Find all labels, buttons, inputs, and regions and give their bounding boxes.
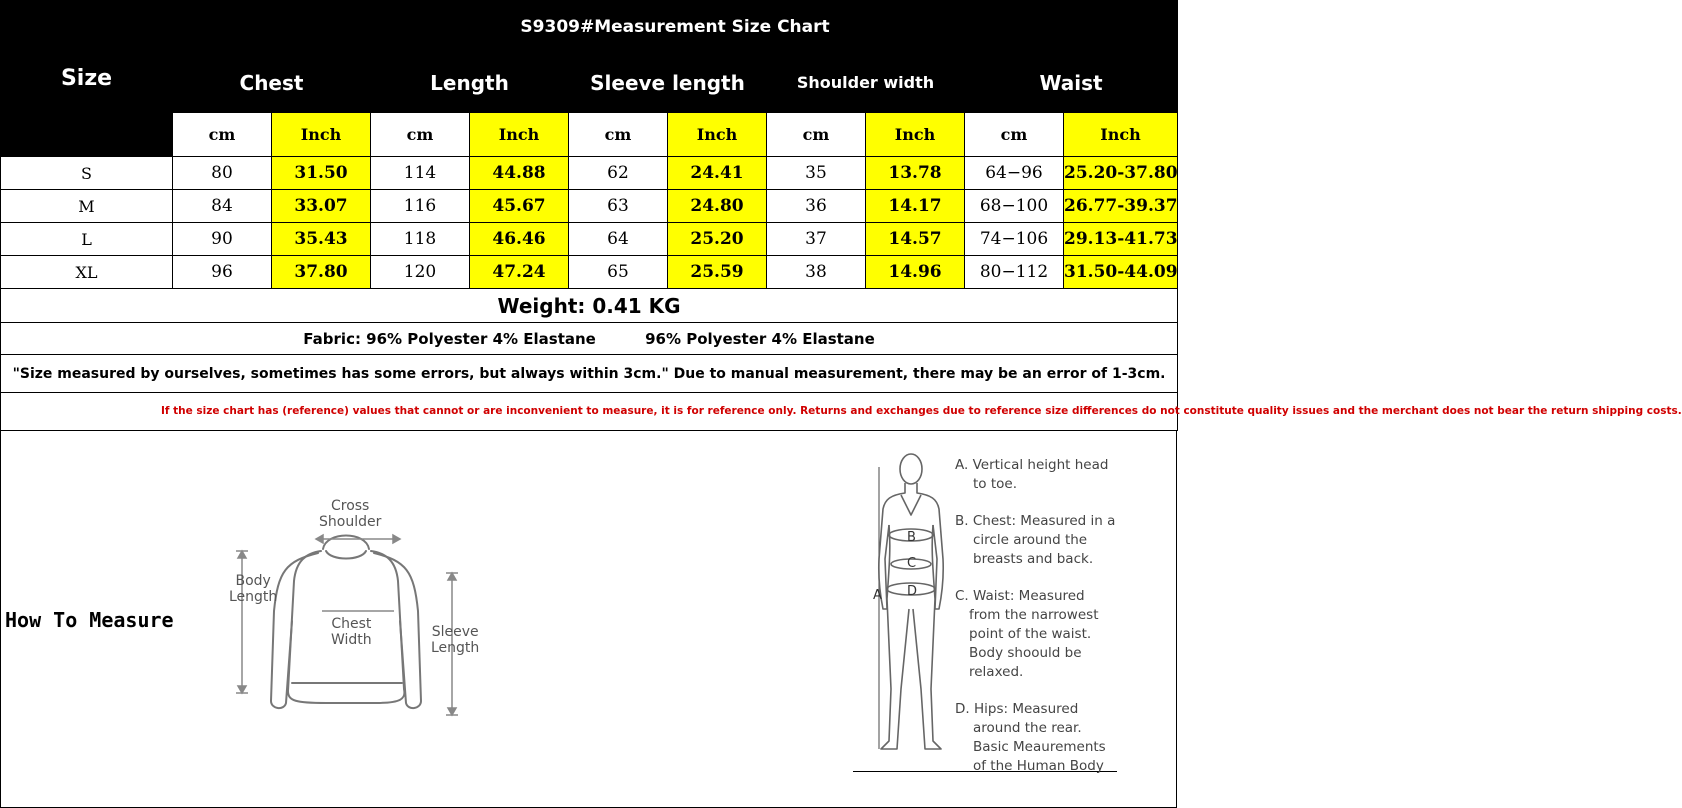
inch-value-cell: 14.17 [866, 190, 965, 223]
chart-title: S9309#Measurement Size Chart [173, 1, 1178, 53]
unit-header: cm [173, 113, 272, 157]
inch-value-cell: 31.50 [272, 157, 371, 190]
weight-note: Weight: 0.41 KG [1, 289, 1178, 323]
chest-width-label: Chest Width [331, 616, 372, 648]
inch-value-cell: 29.13-41.73 [1064, 223, 1178, 256]
guide-line: C. Waist: Measured [955, 588, 1085, 604]
guide-line: A. Vertical height head [955, 457, 1109, 473]
fabric-note [1, 323, 1178, 355]
inch-value-cell: 13.78 [866, 157, 965, 190]
guide-line: around the rear. [973, 720, 1082, 736]
inch-value-cell: 35.43 [272, 223, 371, 256]
inch-value-cell: 24.80 [668, 190, 767, 223]
size-cell: S [1, 157, 173, 190]
guide-item [955, 700, 1165, 776]
size-cell: M [1, 190, 173, 223]
inch-value-cell: 26.77-39.37 [1064, 190, 1178, 223]
group-waist: Waist [965, 53, 1178, 113]
guide-line: breasts and back. [973, 551, 1094, 567]
unit-header: cm [767, 113, 866, 157]
cm-value-cell: 90 [173, 223, 272, 256]
guide-line: from the narrowest [969, 607, 1099, 623]
letter-d: D [907, 584, 918, 599]
inch-value-cell: 46.46 [470, 223, 569, 256]
reference-note: If the size chart has (reference) values that cannot or are inconvenient to measure, it is for reference only. Returns and exchanges due to reference size differences do not constitute quality issues and the merchant does not bear the return shipping costs. [1, 393, 1178, 431]
size-header: Size [1, 1, 173, 157]
cm-value-cell: 35 [767, 157, 866, 190]
group-length: Length [371, 53, 569, 113]
guide-line: D. Hips: Measured [955, 701, 1079, 717]
cm-value-cell: 64 [569, 223, 668, 256]
inch-value-cell: 33.07 [272, 190, 371, 223]
cm-value-cell: 74−106 [965, 223, 1064, 256]
unit-header: Inch [470, 113, 569, 157]
measurement-note: "Size measured by ourselves, sometimes has some errors, but always within 3cm." Due to manual measurement, there may be an error of 1-3cm. [1, 355, 1178, 393]
guide-line: point of the waist. [969, 626, 1092, 642]
cm-value-cell: 38 [767, 256, 866, 289]
cm-value-cell: 37 [767, 223, 866, 256]
inch-value-cell: 45.67 [470, 190, 569, 223]
inch-value-cell: 14.57 [866, 223, 965, 256]
body-diagram [851, 449, 951, 774]
letter-c: C [907, 556, 917, 571]
guide-item [955, 512, 1165, 569]
table-row [1, 223, 1178, 256]
measurement-guide [955, 456, 1165, 794]
inch-value-cell: 31.50-44.09 [1064, 256, 1178, 289]
how-to-measure-section [0, 430, 1177, 808]
letter-b: B [907, 530, 916, 545]
body-length-label: Body Length [229, 573, 278, 605]
unit-header: Inch [1064, 113, 1178, 157]
inch-value-cell: 25.20 [668, 223, 767, 256]
cm-value-cell: 36 [767, 190, 866, 223]
inch-value-cell: 25.59 [668, 256, 767, 289]
size-cell: L [1, 223, 173, 256]
group-chest: Chest [173, 53, 371, 113]
cm-value-cell: 84 [173, 190, 272, 223]
unit-header: cm [569, 113, 668, 157]
inch-value-cell: 14.96 [866, 256, 965, 289]
cm-value-cell: 65 [569, 256, 668, 289]
guide-line: circle around the [973, 532, 1088, 548]
unit-header: cm [371, 113, 470, 157]
cm-value-cell: 62 [569, 157, 668, 190]
guide-line: Body shoould be [969, 645, 1082, 661]
guide-line: of the Human Body [973, 758, 1104, 774]
cm-value-cell: 118 [371, 223, 470, 256]
inch-value-cell: 24.41 [668, 157, 767, 190]
cm-value-cell: 96 [173, 256, 272, 289]
letter-a: A [873, 588, 882, 603]
guide-line: B. Chest: Measured in a [955, 513, 1116, 529]
guide-line: to toe. [973, 476, 1017, 492]
cm-value-cell: 80−112 [965, 256, 1064, 289]
cross-shoulder-label: Cross Shoulder [319, 498, 382, 530]
table-row [1, 157, 1178, 190]
cm-value-cell: 64−96 [965, 157, 1064, 190]
cm-value-cell: 63 [569, 190, 668, 223]
unit-header: Inch [668, 113, 767, 157]
guide-item [955, 456, 1165, 494]
inch-value-cell: 25.20-37.80 [1064, 157, 1178, 190]
size-cell: XL [1, 256, 173, 289]
how-to-measure-label: How To Measure [5, 608, 174, 632]
group-shoulder-width: Shoulder width [767, 53, 965, 113]
fabric-note-2: 96% Polyester 4% Elastane [645, 329, 875, 348]
unit-header: Inch [866, 113, 965, 157]
unit-header: Inch [272, 113, 371, 157]
sleeve-length-label: Sleeve Length [431, 624, 480, 656]
guide-line: Basic Meaurements [973, 739, 1106, 755]
cm-value-cell: 120 [371, 256, 470, 289]
cm-value-cell: 68−100 [965, 190, 1064, 223]
inch-value-cell: 37.80 [272, 256, 371, 289]
cm-value-cell: 116 [371, 190, 470, 223]
unit-header: cm [965, 113, 1064, 157]
inch-value-cell: 44.88 [470, 157, 569, 190]
table-row [1, 190, 1178, 223]
guide-line: relaxed. [969, 664, 1024, 680]
group-sleeve-length: Sleeve length [569, 53, 767, 113]
cm-value-cell: 114 [371, 157, 470, 190]
table-row [1, 256, 1178, 289]
cm-value-cell: 80 [173, 157, 272, 190]
inch-value-cell: 47.24 [470, 256, 569, 289]
fabric-note-1: Fabric: 96% Polyester 4% Elastane [303, 329, 596, 348]
guide-item [955, 587, 1165, 682]
